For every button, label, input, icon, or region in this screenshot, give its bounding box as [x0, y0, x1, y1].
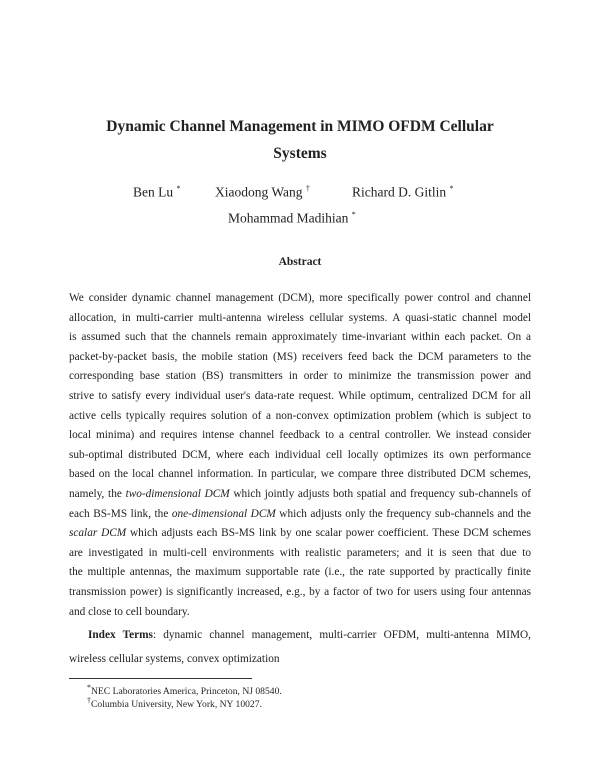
abstract-line [69, 487, 531, 501]
abstract-line: active cells typically requires solution of a non-convex optimization problem (which is subject to [69, 410, 531, 422]
author [215, 184, 310, 201]
author [352, 184, 454, 201]
index-terms [88, 628, 531, 642]
author-name: Mohammad Madihian [228, 210, 349, 226]
footnote-rule [69, 678, 252, 679]
author-name: Ben Lu [133, 184, 174, 200]
emphasized-term: one-dimensional DCM [171, 508, 276, 520]
abstract-heading: Abstract [278, 256, 322, 268]
author-name: Xiaodong Wang [215, 184, 303, 200]
footnote-mark: † [87, 696, 91, 705]
footnote-text: NEC Laboratories America, Princeton, NJ 08540. [91, 686, 282, 698]
abstract-line: allocation, in multi-carrier multi-antenna wireless cellular systems. A quasi-static channel model [69, 312, 531, 324]
abstract-line [69, 526, 531, 540]
affiliation-mark: * [176, 184, 181, 193]
index-terms-text: : dynamic channel management, multi-carrier OFDM, multi-antenna MIMO, [152, 629, 531, 641]
abstract-line: transmission power) is significantly increased, e.g., by a factor of two for users using four antennas [69, 586, 531, 598]
author-name: Richard D. Gitlin [352, 184, 447, 200]
paper-title-line-2: Systems [273, 145, 327, 162]
abstract-line: corresponding base station (BS) transmitters in order to minimize the transmission power and [69, 370, 531, 382]
author [133, 184, 181, 201]
footnote [87, 696, 262, 710]
abstract-line [69, 507, 531, 521]
index-terms-continued: wireless cellular systems, convex optimization [69, 653, 280, 665]
abstract-line: We consider dynamic channel management (DCM), more specifically power control and channel [69, 292, 531, 304]
emphasized-term: two-dimensional DCM [125, 488, 230, 500]
text-segment: which adjusts only the frequency sub-channels and the [275, 508, 531, 520]
abstract-line: are investigated in multi-cell environments with realistic parameters; and it is seen that due to [69, 547, 531, 559]
abstract-line: is assumed such that the channels remain approximately time-invariant within each packet. On a [69, 331, 531, 343]
abstract-line: strive to satisfy every individual user's data-rate request. While optimum, centralized DCM for all [69, 390, 531, 402]
abstract-line: packet-by-packet basis, the mobile station (MS) receivers feed back the DCM parameters to the [69, 351, 531, 363]
abstract-line: local minima) and requires intense channel feedback to a central controller. We instead consider [69, 429, 531, 441]
author [228, 210, 356, 227]
emphasized-term: scalar DCM [69, 527, 127, 539]
affiliation-mark: * [351, 210, 356, 219]
abstract-line: the multiple antennas, the maximum supportable rate (i.e., the rate supported by practically finite [69, 566, 531, 578]
footnote-mark: * [87, 683, 91, 692]
text-segment: namely, the [69, 488, 126, 500]
footnote-text: Columbia University, New York, NY 10027. [91, 699, 262, 711]
affiliation-mark: † [305, 184, 310, 193]
index-terms-label: Index Terms [88, 629, 153, 641]
abstract-line: sub-optimal distributed DCM, where each individual cell locally optimizes its own performance [69, 449, 531, 461]
text-segment: which jointly adjusts both spatial and frequency sub-channels of [229, 488, 531, 500]
paper-title-line-1: Dynamic Channel Management in MIMO OFDM Cellular [106, 118, 494, 135]
text-segment: each BS-MS link, the [69, 508, 172, 520]
text-segment: which adjusts each BS-MS link by one scalar power coefficient. These DCM schemes [126, 527, 532, 539]
abstract-line: and close to cell boundary. [69, 606, 190, 618]
abstract-line: based on the local channel information. In particular, we compare three distributed DCM schemes, [69, 468, 531, 480]
affiliation-mark: * [449, 184, 454, 193]
